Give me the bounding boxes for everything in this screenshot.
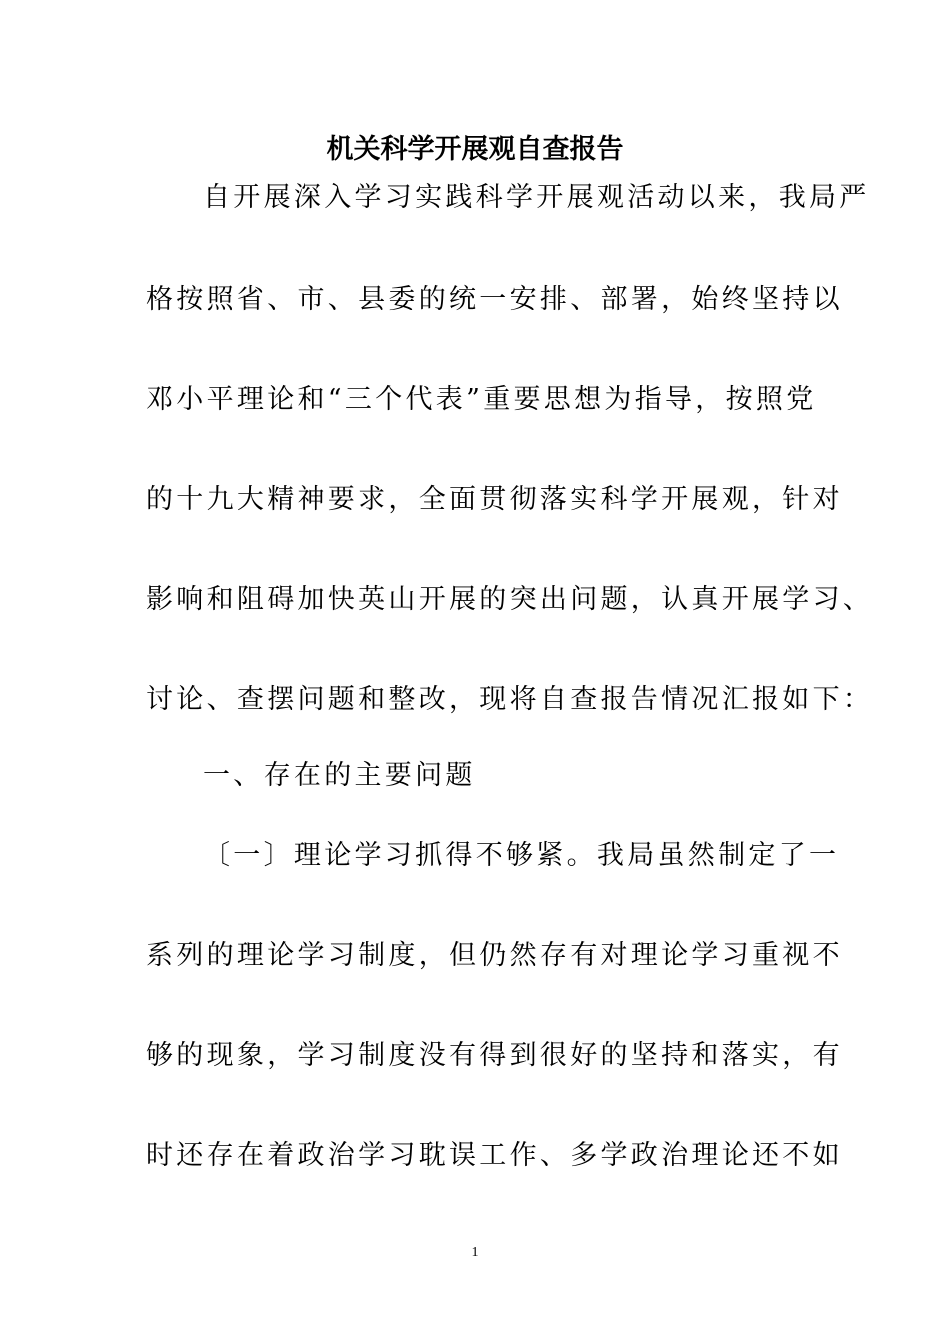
paragraph-line: 格按照省、市、县委的统一安排、部署，始终坚持以	[146, 284, 843, 315]
paragraph-line: 影响和阻碍加快英山开展的突出问题，认真开展学习、	[146, 584, 874, 615]
paragraph-line: 讨论、查摆问题和整改，现将自查报告情况汇报如下：	[146, 684, 874, 715]
paragraph-line: 够的现象，学习制度没有得到很好的坚持和落实，有	[146, 1040, 843, 1071]
paragraph-line: 的十九大精神要求，全面贯彻落实科学开展观，针对	[146, 484, 843, 515]
paragraph-line: 系列的理论学习制度，但仍然存有对理论学习重视不	[146, 940, 843, 971]
paragraph-line: 邓小平理论和“三个代表”重要思想为指导，按照党	[146, 384, 817, 415]
paragraph-line: 自开展深入学习实践科学开展观活动以来，我局严	[203, 182, 870, 213]
paragraph-line: 时还存在着政治学习耽误工作、多学政治理论还不如	[146, 1140, 843, 1171]
section-heading: 一、存在的主要问题	[203, 760, 476, 791]
document-title: 机关科学开展观自查报告	[326, 134, 624, 165]
page-number: 1	[471, 1245, 479, 1260]
paragraph-line: 〔一〕理论学习抓得不够紧。我局虽然制定了一	[203, 840, 840, 871]
